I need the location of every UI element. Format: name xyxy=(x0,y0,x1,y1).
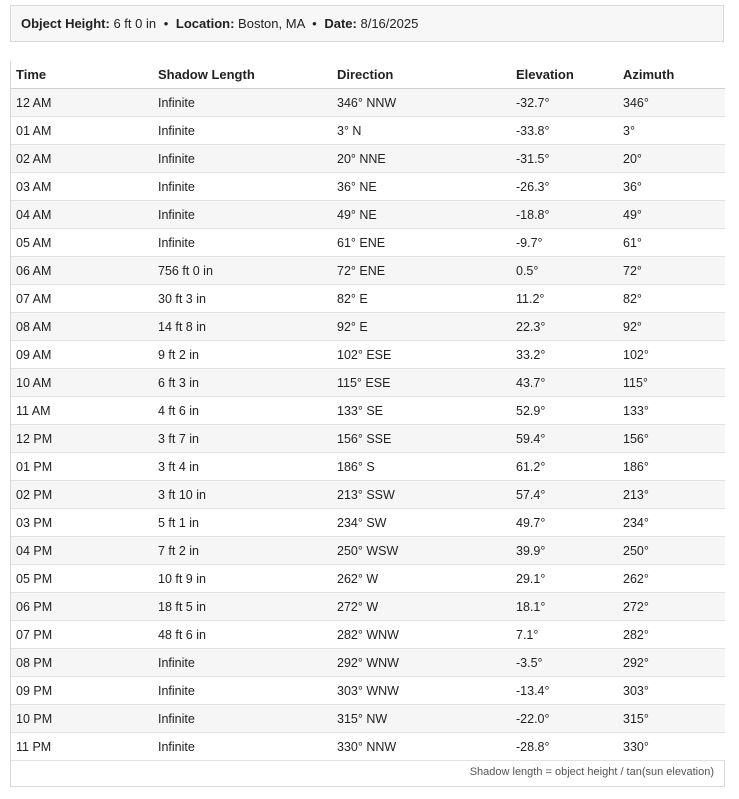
cell-azimuth: 61° xyxy=(618,229,725,257)
cell-azimuth: 292° xyxy=(618,649,725,677)
location-value: Boston, MA xyxy=(238,16,305,31)
cell-shadow-length: 756 ft 0 in xyxy=(153,257,332,285)
table-row xyxy=(11,565,725,593)
cell-azimuth: 92° xyxy=(618,313,725,341)
table-row xyxy=(11,481,725,509)
cell-direction: 82° E xyxy=(332,285,511,313)
cell-time: 10 AM xyxy=(11,369,153,397)
cell-shadow-length: 18 ft 5 in xyxy=(153,593,332,621)
cell-shadow-length: 9 ft 2 in xyxy=(153,341,332,369)
cell-azimuth: 115° xyxy=(618,369,725,397)
cell-time: 08 AM xyxy=(11,313,153,341)
cell-direction: 102° ESE xyxy=(332,341,511,369)
cell-shadow-length: Infinite xyxy=(153,173,332,201)
cell-shadow-length: 48 ft 6 in xyxy=(153,621,332,649)
date-value: 8/16/2025 xyxy=(360,16,419,31)
cell-shadow-length: Infinite xyxy=(153,117,332,145)
cell-elevation: -32.7° xyxy=(511,89,618,117)
table-row xyxy=(11,257,725,285)
cell-elevation: 11.2° xyxy=(511,285,618,313)
separator: • xyxy=(312,16,317,31)
cell-azimuth: 250° xyxy=(618,537,725,565)
cell-shadow-length: 6 ft 3 in xyxy=(153,369,332,397)
cell-direction: 303° WNW xyxy=(332,677,511,705)
cell-azimuth: 20° xyxy=(618,145,725,173)
cell-time: 11 PM xyxy=(11,733,153,761)
cell-direction: 272° W xyxy=(332,593,511,621)
cell-elevation: -33.8° xyxy=(511,117,618,145)
cell-shadow-length: Infinite xyxy=(153,89,332,117)
shadow-table-container xyxy=(10,61,725,787)
cell-shadow-length: Infinite xyxy=(153,705,332,733)
cell-elevation: 59.4° xyxy=(511,425,618,453)
cell-elevation: -9.7° xyxy=(511,229,618,257)
cell-time: 07 AM xyxy=(11,285,153,313)
cell-direction: 20° NNE xyxy=(332,145,511,173)
cell-direction: 330° NNW xyxy=(332,733,511,761)
cell-time: 03 PM xyxy=(11,509,153,537)
table-row xyxy=(11,89,725,117)
cell-time: 05 AM xyxy=(11,229,153,257)
cell-elevation: -31.5° xyxy=(511,145,618,173)
cell-time: 02 AM xyxy=(11,145,153,173)
cell-azimuth: 282° xyxy=(618,621,725,649)
table-row xyxy=(11,229,725,257)
table-row xyxy=(11,369,725,397)
table-row xyxy=(11,733,725,761)
cell-elevation: 43.7° xyxy=(511,369,618,397)
cell-shadow-length: Infinite xyxy=(153,677,332,705)
location-label: Location: xyxy=(175,16,235,31)
header-elevation: Elevation xyxy=(511,61,618,89)
cell-elevation: 61.2° xyxy=(511,453,618,481)
cell-direction: 92° E xyxy=(332,313,511,341)
table-row xyxy=(11,649,725,677)
cell-azimuth: 186° xyxy=(618,453,725,481)
cell-elevation: 0.5° xyxy=(511,257,618,285)
cell-direction: 213° SSW xyxy=(332,481,511,509)
cell-shadow-length: 10 ft 9 in xyxy=(153,565,332,593)
header-direction: Direction xyxy=(332,61,511,89)
cell-elevation: 18.1° xyxy=(511,593,618,621)
date-label: Date: xyxy=(324,16,357,31)
cell-direction: 250° WSW xyxy=(332,537,511,565)
cell-time: 09 AM xyxy=(11,341,153,369)
cell-shadow-length: Infinite xyxy=(153,145,332,173)
table-row xyxy=(11,117,725,145)
cell-azimuth: 72° xyxy=(618,257,725,285)
table-row xyxy=(11,397,725,425)
table-row xyxy=(11,313,725,341)
cell-direction: 282° WNW xyxy=(332,621,511,649)
cell-direction: 186° S xyxy=(332,453,511,481)
cell-azimuth: 272° xyxy=(618,593,725,621)
table-row xyxy=(11,621,725,649)
cell-time: 09 PM xyxy=(11,677,153,705)
cell-elevation: 29.1° xyxy=(511,565,618,593)
table-row xyxy=(11,593,725,621)
cell-time: 07 PM xyxy=(11,621,153,649)
cell-elevation: -28.8° xyxy=(511,733,618,761)
cell-elevation: -3.5° xyxy=(511,649,618,677)
cell-time: 01 AM xyxy=(11,117,153,145)
table-header-row xyxy=(11,61,725,89)
cell-shadow-length: 30 ft 3 in xyxy=(153,285,332,313)
cell-direction: 115° ESE xyxy=(332,369,511,397)
cell-direction: 315° NW xyxy=(332,705,511,733)
cell-azimuth: 213° xyxy=(618,481,725,509)
header-shadow-length: Shadow Length xyxy=(153,61,332,89)
cell-direction: 61° ENE xyxy=(332,229,511,257)
table-row xyxy=(11,145,725,173)
cell-direction: 72° ENE xyxy=(332,257,511,285)
cell-elevation: 57.4° xyxy=(511,481,618,509)
cell-time: 12 PM xyxy=(11,425,153,453)
cell-elevation: 33.2° xyxy=(511,341,618,369)
table-body xyxy=(11,89,725,761)
cell-direction: 262° W xyxy=(332,565,511,593)
shadow-table xyxy=(11,61,725,761)
table-row xyxy=(11,677,725,705)
cell-time: 11 AM xyxy=(11,397,153,425)
header-azimuth: Azimuth xyxy=(618,61,725,89)
summary-bar xyxy=(10,5,724,42)
cell-azimuth: 303° xyxy=(618,677,725,705)
cell-elevation: 49.7° xyxy=(511,509,618,537)
separator: • xyxy=(163,16,169,31)
cell-azimuth: 262° xyxy=(618,565,725,593)
cell-shadow-length: 4 ft 6 in xyxy=(153,397,332,425)
cell-azimuth: 49° xyxy=(618,201,725,229)
table-row xyxy=(11,453,725,481)
cell-azimuth: 82° xyxy=(618,285,725,313)
cell-time: 12 AM xyxy=(11,89,153,117)
cell-azimuth: 346° xyxy=(618,89,725,117)
table-row xyxy=(11,341,725,369)
cell-elevation: 7.1° xyxy=(511,621,618,649)
height-value: 6 ft 0 in xyxy=(113,16,157,31)
cell-elevation: -22.0° xyxy=(511,705,618,733)
cell-elevation: -13.4° xyxy=(511,677,618,705)
cell-shadow-length: 3 ft 7 in xyxy=(153,425,332,453)
cell-direction: 346° NNW xyxy=(332,89,511,117)
cell-shadow-length: 3 ft 4 in xyxy=(153,453,332,481)
cell-azimuth: 133° xyxy=(618,397,725,425)
cell-shadow-length: Infinite xyxy=(153,649,332,677)
cell-direction: 234° SW xyxy=(332,509,511,537)
cell-direction: 156° SSE xyxy=(332,425,511,453)
cell-time: 08 PM xyxy=(11,649,153,677)
table-row xyxy=(11,173,725,201)
cell-direction: 49° NE xyxy=(332,201,511,229)
cell-elevation: -26.3° xyxy=(511,173,618,201)
cell-shadow-length: 7 ft 2 in xyxy=(153,537,332,565)
cell-time: 04 AM xyxy=(11,201,153,229)
cell-direction: 292° WNW xyxy=(332,649,511,677)
header-time: Time xyxy=(11,61,153,89)
cell-shadow-length: Infinite xyxy=(153,201,332,229)
table-row xyxy=(11,537,725,565)
table-row xyxy=(11,705,725,733)
cell-shadow-length: 14 ft 8 in xyxy=(153,313,332,341)
table-row xyxy=(11,285,725,313)
cell-time: 01 PM xyxy=(11,453,153,481)
cell-azimuth: 3° xyxy=(618,117,725,145)
cell-time: 05 PM xyxy=(11,565,153,593)
cell-shadow-length: Infinite xyxy=(153,229,332,257)
table-row xyxy=(11,425,725,453)
cell-time: 10 PM xyxy=(11,705,153,733)
cell-shadow-length: 5 ft 1 in xyxy=(153,509,332,537)
formula-footnote: Shadow length = object height / tan(sun elevation) xyxy=(469,766,714,778)
table-row xyxy=(11,509,725,537)
cell-shadow-length: 3 ft 10 in xyxy=(153,481,332,509)
cell-time: 03 AM xyxy=(11,173,153,201)
cell-time: 06 PM xyxy=(11,593,153,621)
cell-time: 04 PM xyxy=(11,537,153,565)
cell-azimuth: 36° xyxy=(618,173,725,201)
cell-shadow-length: Infinite xyxy=(153,733,332,761)
cell-time: 02 PM xyxy=(11,481,153,509)
cell-azimuth: 234° xyxy=(618,509,725,537)
cell-direction: 36° NE xyxy=(332,173,511,201)
cell-azimuth: 102° xyxy=(618,341,725,369)
cell-elevation: 39.9° xyxy=(511,537,618,565)
cell-azimuth: 156° xyxy=(618,425,725,453)
cell-elevation: 52.9° xyxy=(511,397,618,425)
cell-azimuth: 315° xyxy=(618,705,725,733)
cell-elevation: 22.3° xyxy=(511,313,618,341)
cell-direction: 3° N xyxy=(332,117,511,145)
cell-time: 06 AM xyxy=(11,257,153,285)
table-row xyxy=(11,201,725,229)
cell-elevation: -18.8° xyxy=(511,201,618,229)
cell-direction: 133° SE xyxy=(332,397,511,425)
height-label: Object Height: xyxy=(21,16,110,31)
cell-azimuth: 330° xyxy=(618,733,725,761)
